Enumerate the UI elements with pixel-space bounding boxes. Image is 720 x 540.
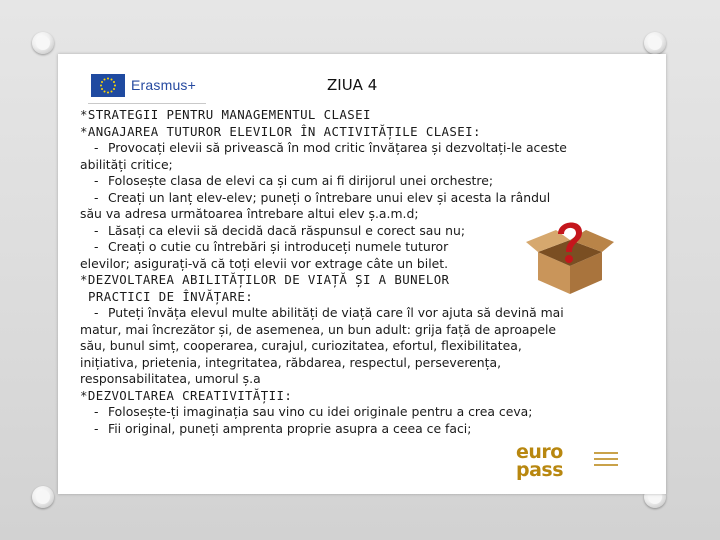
bullet-line	[80, 140, 620, 157]
bullet-text: Provocați elevii să privească în mod critic învățarea și dezvoltați-le aceste	[108, 140, 567, 155]
dash-bullet-icon: -	[94, 239, 99, 254]
dash-bullet-icon: -	[94, 173, 99, 188]
erasmus-logo	[88, 67, 206, 104]
continuation-line: elevilor; asigurați-vă că toți elevii vor extrage câte un bilet.	[80, 255, 449, 271]
dash-bullet-icon: -	[94, 404, 99, 419]
dash-bullet-icon: -	[94, 420, 99, 436]
bullet-line	[80, 421, 620, 438]
section-heading: *DEZVOLTAREA CREATIVITĂȚII:	[80, 387, 293, 403]
corner-ring-icon	[32, 486, 54, 508]
corner-ring-icon	[644, 32, 666, 54]
eu-flag-icon	[91, 74, 125, 97]
erasmus-logo-text: Erasmus+	[131, 77, 197, 93]
continuation-line: matur, mai încrezător și, de asemenea, un bun adult: grija față de aproapele	[80, 321, 557, 337]
dash-bullet-icon: -	[94, 140, 99, 155]
page-title: ZIUA 4	[327, 76, 378, 94]
europass-text-top: euro	[516, 441, 563, 463]
bullet-text: Folosește-ți imaginația sau vino cu idei originale pentru a crea ceva;	[108, 404, 533, 419]
continuation-line: responsabilitatea, umorul ș.a	[80, 371, 261, 386]
section-heading: PRACTICI DE ÎNVĂȚARE:	[88, 288, 254, 304]
dash-bullet-icon: -	[94, 305, 99, 320]
europass-text-bottom: pass	[516, 459, 564, 481]
bullet-line	[80, 190, 620, 207]
bullet-line	[80, 404, 620, 421]
europass-logo	[510, 443, 620, 483]
bullet-text: Creați o cutie cu întrebări și introduceți numele tuturor	[108, 239, 449, 254]
continuation-line: său, bunul simț, cooperarea, curajul, curiozitatea, efortul, flexibilitatea,	[80, 338, 522, 353]
dash-bullet-icon: -	[94, 189, 99, 205]
bullet-line	[80, 173, 620, 190]
bullet-text: Creați un lanț elev-elev; puneți o întrebare unui elev și acesta la rândul	[108, 189, 551, 205]
section-heading: *STRATEGII PENTRU MANAGEMENTUL CLASEI	[80, 107, 371, 122]
continuation-line: inițiativa, prietenia, integritatea, răbdarea, respectul, perseverența,	[80, 354, 502, 370]
continuation-line: abilități critice;	[80, 156, 173, 172]
bullet-text: Fii original, puneți amprenta proprie asupra a ceea ce faci;	[108, 420, 472, 436]
dash-bullet-icon: -	[94, 222, 99, 238]
continuation-line: său va adresa următoarea întrebare altui elev ș.a.m.d;	[80, 206, 419, 221]
bullet-text: Lăsați ca elevii să decidă dacă răspunsul e corect sau nu;	[108, 222, 466, 238]
bullet-line	[80, 305, 620, 322]
section-heading: *DEZVOLTAREA ABILITĂȚILOR DE VIAȚĂ ȘI A BUNELOR	[80, 272, 450, 287]
corner-ring-icon	[32, 32, 54, 54]
section-heading: *ANGAJAREA TUTUROR ELEVILOR ÎN ACTIVITĂȚILE CLASEI:	[80, 123, 481, 139]
europass-mark-icon	[594, 452, 618, 470]
question-box-icon	[524, 212, 616, 296]
bullet-text: Puteți învăța elevul multe abilități de viață care îl vor ajuta să devină mai	[108, 305, 564, 320]
bullet-text: Folosește clasa de elevi ca și cum ai fi dirijorul unei orchestre;	[108, 173, 494, 188]
europass-logo-text	[516, 443, 563, 479]
